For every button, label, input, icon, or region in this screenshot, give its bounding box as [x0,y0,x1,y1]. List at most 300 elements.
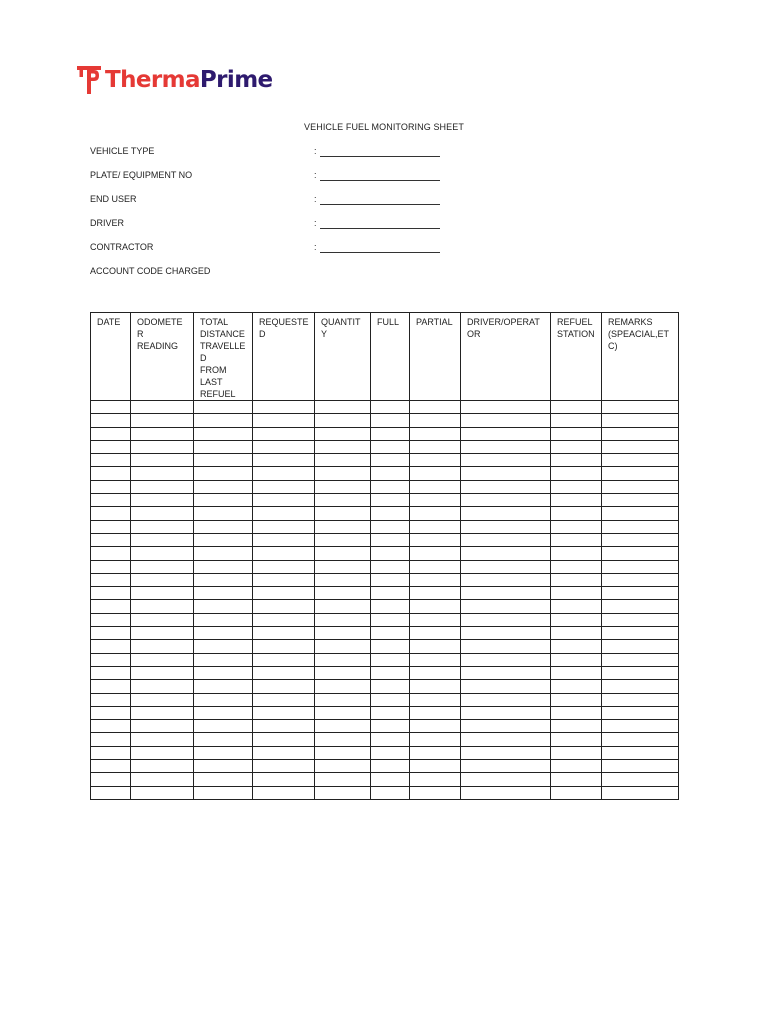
table-cell[interactable] [602,547,679,560]
table-cell[interactable] [91,706,131,719]
table-cell[interactable] [131,680,194,693]
table-cell[interactable] [371,680,410,693]
table-cell[interactable] [461,560,551,573]
table-cell[interactable] [131,720,194,733]
table-cell[interactable] [253,440,315,453]
table-cell[interactable] [131,440,194,453]
table-cell[interactable] [194,760,253,773]
table-cell[interactable] [371,573,410,586]
table-cell[interactable] [253,653,315,666]
table-cell[interactable] [371,401,410,414]
table-cell[interactable] [315,733,371,746]
table-cell[interactable] [602,507,679,520]
table-cell[interactable] [91,467,131,480]
table-cell[interactable] [410,494,461,507]
table-cell[interactable] [194,401,253,414]
table-cell[interactable] [410,454,461,467]
table-cell[interactable] [602,427,679,440]
table-cell[interactable] [91,693,131,706]
field-entry-line[interactable] [320,228,440,229]
table-cell[interactable] [410,560,461,573]
table-cell[interactable] [315,653,371,666]
table-cell[interactable] [551,454,602,467]
table-cell[interactable] [371,653,410,666]
table-cell[interactable] [91,786,131,799]
table-cell[interactable] [131,666,194,679]
table-cell[interactable] [410,467,461,480]
table-cell[interactable] [253,414,315,427]
table-cell[interactable] [461,627,551,640]
table-cell[interactable] [253,666,315,679]
table-cell[interactable] [371,494,410,507]
table-cell[interactable] [131,560,194,573]
table-cell[interactable] [91,427,131,440]
table-cell[interactable] [194,427,253,440]
table-cell[interactable] [602,401,679,414]
table-cell[interactable] [194,454,253,467]
table-cell[interactable] [194,587,253,600]
table-cell[interactable] [410,573,461,586]
table-cell[interactable] [602,587,679,600]
table-cell[interactable] [315,467,371,480]
table-cell[interactable] [315,480,371,493]
table-cell[interactable] [253,560,315,573]
table-cell[interactable] [461,467,551,480]
table-cell[interactable] [91,440,131,453]
table-cell[interactable] [315,680,371,693]
table-cell[interactable] [602,454,679,467]
table-cell[interactable] [91,560,131,573]
table-cell[interactable] [131,494,194,507]
table-cell[interactable] [131,773,194,786]
table-cell[interactable] [461,414,551,427]
table-cell[interactable] [315,414,371,427]
table-cell[interactable] [551,401,602,414]
table-cell[interactable] [551,480,602,493]
table-cell[interactable] [194,706,253,719]
table-cell[interactable] [91,653,131,666]
table-cell[interactable] [91,494,131,507]
table-cell[interactable] [461,440,551,453]
table-cell[interactable] [371,547,410,560]
table-cell[interactable] [315,427,371,440]
table-cell[interactable] [131,507,194,520]
table-cell[interactable] [315,746,371,759]
table-cell[interactable] [91,773,131,786]
table-cell[interactable] [461,653,551,666]
table-cell[interactable] [91,600,131,613]
table-cell[interactable] [410,547,461,560]
table-cell[interactable] [602,627,679,640]
table-cell[interactable] [131,573,194,586]
table-cell[interactable] [194,773,253,786]
table-cell[interactable] [461,666,551,679]
table-cell[interactable] [551,720,602,733]
table-cell[interactable] [315,600,371,613]
table-cell[interactable] [371,746,410,759]
table-cell[interactable] [461,587,551,600]
table-cell[interactable] [371,733,410,746]
table-cell[interactable] [410,653,461,666]
table-cell[interactable] [315,773,371,786]
table-cell[interactable] [410,427,461,440]
table-cell[interactable] [461,760,551,773]
table-cell[interactable] [194,467,253,480]
table-cell[interactable] [315,494,371,507]
table-cell[interactable] [315,573,371,586]
table-cell[interactable] [131,760,194,773]
table-cell[interactable] [602,786,679,799]
table-cell[interactable] [315,533,371,546]
table-cell[interactable] [91,720,131,733]
field-entry-line[interactable] [320,156,440,157]
table-cell[interactable] [315,786,371,799]
table-cell[interactable] [551,760,602,773]
table-cell[interactable] [461,401,551,414]
table-cell[interactable] [602,573,679,586]
table-cell[interactable] [551,680,602,693]
table-cell[interactable] [602,480,679,493]
field-entry-line[interactable] [320,252,440,253]
table-cell[interactable] [253,467,315,480]
table-cell[interactable] [551,746,602,759]
table-cell[interactable] [461,680,551,693]
table-cell[interactable] [91,613,131,626]
table-cell[interactable] [551,653,602,666]
table-cell[interactable] [410,520,461,533]
table-cell[interactable] [194,733,253,746]
table-cell[interactable] [410,720,461,733]
table-cell[interactable] [410,600,461,613]
table-cell[interactable] [371,706,410,719]
table-cell[interactable] [602,680,679,693]
table-cell[interactable] [602,693,679,706]
table-cell[interactable] [371,414,410,427]
table-cell[interactable] [253,494,315,507]
table-cell[interactable] [461,547,551,560]
table-cell[interactable] [461,746,551,759]
table-cell[interactable] [371,773,410,786]
table-cell[interactable] [91,547,131,560]
table-cell[interactable] [253,507,315,520]
table-cell[interactable] [194,653,253,666]
table-cell[interactable] [551,613,602,626]
table-cell[interactable] [602,746,679,759]
table-cell[interactable] [371,533,410,546]
table-cell[interactable] [315,720,371,733]
table-cell[interactable] [551,733,602,746]
table-cell[interactable] [602,494,679,507]
table-cell[interactable] [410,613,461,626]
table-cell[interactable] [461,454,551,467]
table-cell[interactable] [551,640,602,653]
table-cell[interactable] [410,507,461,520]
table-cell[interactable] [253,533,315,546]
table-cell[interactable] [602,440,679,453]
table-cell[interactable] [131,706,194,719]
table-cell[interactable] [551,573,602,586]
table-cell[interactable] [602,467,679,480]
table-cell[interactable] [410,627,461,640]
table-cell[interactable] [371,427,410,440]
table-cell[interactable] [371,520,410,533]
table-cell[interactable] [410,480,461,493]
table-cell[interactable] [602,773,679,786]
table-cell[interactable] [194,600,253,613]
table-cell[interactable] [461,706,551,719]
table-cell[interactable] [315,613,371,626]
table-cell[interactable] [461,773,551,786]
table-cell[interactable] [602,560,679,573]
table-cell[interactable] [131,627,194,640]
table-cell[interactable] [253,733,315,746]
table-cell[interactable] [253,627,315,640]
table-cell[interactable] [253,573,315,586]
table-cell[interactable] [461,733,551,746]
table-cell[interactable] [371,600,410,613]
table-cell[interactable] [371,507,410,520]
table-cell[interactable] [315,401,371,414]
table-cell[interactable] [461,507,551,520]
field-entry-line[interactable] [320,204,440,205]
table-cell[interactable] [602,706,679,719]
table-cell[interactable] [602,613,679,626]
table-cell[interactable] [461,693,551,706]
table-cell[interactable] [551,693,602,706]
table-cell[interactable] [551,533,602,546]
table-cell[interactable] [194,746,253,759]
table-cell[interactable] [131,600,194,613]
table-cell[interactable] [91,573,131,586]
table-cell[interactable] [253,786,315,799]
table-cell[interactable] [461,720,551,733]
table-cell[interactable] [315,440,371,453]
table-cell[interactable] [602,600,679,613]
table-cell[interactable] [371,760,410,773]
table-cell[interactable] [410,640,461,653]
table-cell[interactable] [461,600,551,613]
table-cell[interactable] [371,440,410,453]
table-cell[interactable] [410,440,461,453]
table-cell[interactable] [253,746,315,759]
table-cell[interactable] [91,666,131,679]
table-cell[interactable] [91,733,131,746]
table-cell[interactable] [131,640,194,653]
table-cell[interactable] [253,693,315,706]
table-cell[interactable] [131,533,194,546]
table-cell[interactable] [410,693,461,706]
table-cell[interactable] [315,627,371,640]
table-cell[interactable] [461,533,551,546]
table-cell[interactable] [194,693,253,706]
table-cell[interactable] [410,414,461,427]
table-cell[interactable] [371,613,410,626]
table-cell[interactable] [91,454,131,467]
table-cell[interactable] [461,520,551,533]
table-cell[interactable] [131,427,194,440]
table-cell[interactable] [551,494,602,507]
table-cell[interactable] [371,666,410,679]
table-cell[interactable] [194,640,253,653]
table-cell[interactable] [551,627,602,640]
table-cell[interactable] [194,560,253,573]
table-cell[interactable] [551,520,602,533]
table-cell[interactable] [91,520,131,533]
table-cell[interactable] [551,414,602,427]
table-cell[interactable] [371,587,410,600]
table-cell[interactable] [91,480,131,493]
table-cell[interactable] [253,401,315,414]
table-cell[interactable] [371,480,410,493]
table-cell[interactable] [131,467,194,480]
table-cell[interactable] [253,520,315,533]
table-cell[interactable] [461,427,551,440]
table-cell[interactable] [602,720,679,733]
table-cell[interactable] [91,401,131,414]
table-cell[interactable] [551,773,602,786]
table-cell[interactable] [253,454,315,467]
table-cell[interactable] [253,720,315,733]
table-cell[interactable] [253,760,315,773]
table-cell[interactable] [194,480,253,493]
table-cell[interactable] [253,613,315,626]
table-cell[interactable] [602,666,679,679]
table-cell[interactable] [315,507,371,520]
table-cell[interactable] [551,427,602,440]
table-cell[interactable] [315,666,371,679]
table-cell[interactable] [194,520,253,533]
table-cell[interactable] [194,720,253,733]
table-cell[interactable] [253,600,315,613]
table-cell[interactable] [253,547,315,560]
table-cell[interactable] [371,693,410,706]
table-cell[interactable] [315,547,371,560]
table-cell[interactable] [91,507,131,520]
table-cell[interactable] [253,706,315,719]
table-cell[interactable] [131,480,194,493]
table-cell[interactable] [91,627,131,640]
table-cell[interactable] [131,746,194,759]
table-cell[interactable] [551,440,602,453]
table-cell[interactable] [461,640,551,653]
table-cell[interactable] [410,666,461,679]
table-cell[interactable] [131,454,194,467]
table-cell[interactable] [602,640,679,653]
table-cell[interactable] [315,640,371,653]
table-cell[interactable] [410,533,461,546]
table-cell[interactable] [315,693,371,706]
table-cell[interactable] [551,547,602,560]
table-cell[interactable] [410,746,461,759]
table-cell[interactable] [131,401,194,414]
table-cell[interactable] [131,653,194,666]
table-cell[interactable] [315,760,371,773]
table-cell[interactable] [194,613,253,626]
table-cell[interactable] [551,666,602,679]
table-cell[interactable] [131,693,194,706]
table-cell[interactable] [194,414,253,427]
table-cell[interactable] [551,786,602,799]
table-cell[interactable] [253,480,315,493]
table-cell[interactable] [194,547,253,560]
table-cell[interactable] [371,640,410,653]
table-cell[interactable] [410,733,461,746]
table-cell[interactable] [371,786,410,799]
table-cell[interactable] [602,414,679,427]
table-cell[interactable] [461,613,551,626]
table-cell[interactable] [315,560,371,573]
table-cell[interactable] [410,680,461,693]
table-cell[interactable] [602,760,679,773]
table-cell[interactable] [410,706,461,719]
table-cell[interactable] [602,520,679,533]
table-cell[interactable] [194,666,253,679]
table-cell[interactable] [91,746,131,759]
table-cell[interactable] [410,401,461,414]
table-cell[interactable] [551,587,602,600]
table-cell[interactable] [253,773,315,786]
table-cell[interactable] [91,640,131,653]
table-cell[interactable] [91,587,131,600]
table-cell[interactable] [315,706,371,719]
table-cell[interactable] [194,786,253,799]
table-cell[interactable] [253,587,315,600]
table-cell[interactable] [194,507,253,520]
table-cell[interactable] [551,706,602,719]
table-cell[interactable] [91,760,131,773]
table-cell[interactable] [371,627,410,640]
table-cell[interactable] [91,680,131,693]
table-cell[interactable] [194,627,253,640]
table-cell[interactable] [91,414,131,427]
table-cell[interactable] [602,533,679,546]
table-cell[interactable] [410,773,461,786]
table-cell[interactable] [315,587,371,600]
table-cell[interactable] [551,467,602,480]
table-cell[interactable] [194,533,253,546]
table-cell[interactable] [194,494,253,507]
table-cell[interactable] [91,533,131,546]
table-cell[interactable] [602,733,679,746]
table-cell[interactable] [131,520,194,533]
table-cell[interactable] [131,587,194,600]
table-cell[interactable] [131,613,194,626]
table-cell[interactable] [315,454,371,467]
table-cell[interactable] [371,467,410,480]
table-cell[interactable] [551,507,602,520]
table-cell[interactable] [410,760,461,773]
table-cell[interactable] [410,587,461,600]
table-cell[interactable] [461,573,551,586]
table-cell[interactable] [131,786,194,799]
table-cell[interactable] [461,494,551,507]
field-entry-line[interactable] [320,180,440,181]
table-cell[interactable] [461,786,551,799]
table-cell[interactable] [253,680,315,693]
table-cell[interactable] [194,573,253,586]
table-cell[interactable] [131,733,194,746]
table-cell[interactable] [551,600,602,613]
table-cell[interactable] [253,640,315,653]
table-cell[interactable] [253,427,315,440]
table-cell[interactable] [461,480,551,493]
table-cell[interactable] [602,653,679,666]
table-cell[interactable] [194,440,253,453]
table-cell[interactable] [194,680,253,693]
table-cell[interactable] [371,454,410,467]
table-cell[interactable] [410,786,461,799]
table-cell[interactable] [371,720,410,733]
